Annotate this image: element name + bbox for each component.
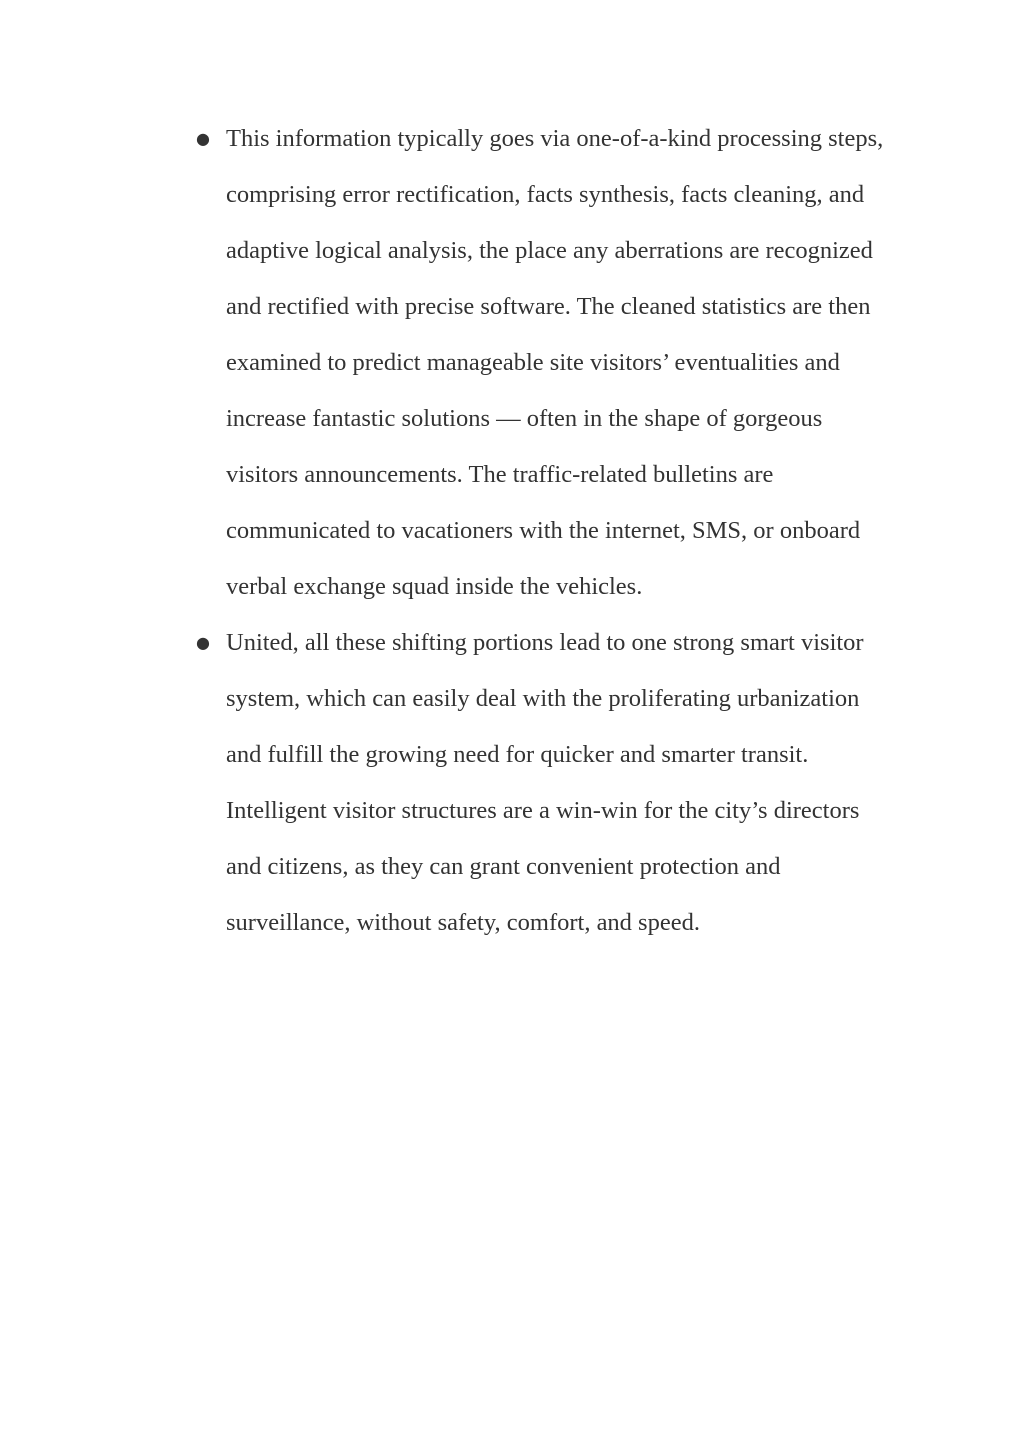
bullet-icon: ● xyxy=(196,633,210,652)
paragraph-text: United, all these shifting portions lead to one strong smart visitor system, which can easily deal with the proliferating urbanization and fulfill the growing need for quicker and smarter transit. Intelligent visitor structures are a win-win for the city’s directors and citizens, as they can grant convenient protection and surveillance, without safety, comfort, and speed. xyxy=(226,629,864,936)
bullet-icon: ● xyxy=(196,129,210,148)
list-item xyxy=(196,615,896,951)
list-item xyxy=(196,111,896,615)
paragraph-text: This information typically goes via one-of-a-kind processing steps, comprising error rectification, facts synthesis, facts cleaning, and adaptive logical analysis, the place any aberrations are recognized and rectified with precise software. The cleaned statistics are then examined to predict manageable site visitors’ eventualities and increase fantastic solutions — often in the shape of gorgeous visitors announcements. The traffic-related bulletins are communicated to vacationers with the internet, SMS, or onboard verbal exchange squad inside the vehicles. xyxy=(226,125,884,600)
bullet-list xyxy=(196,111,896,951)
